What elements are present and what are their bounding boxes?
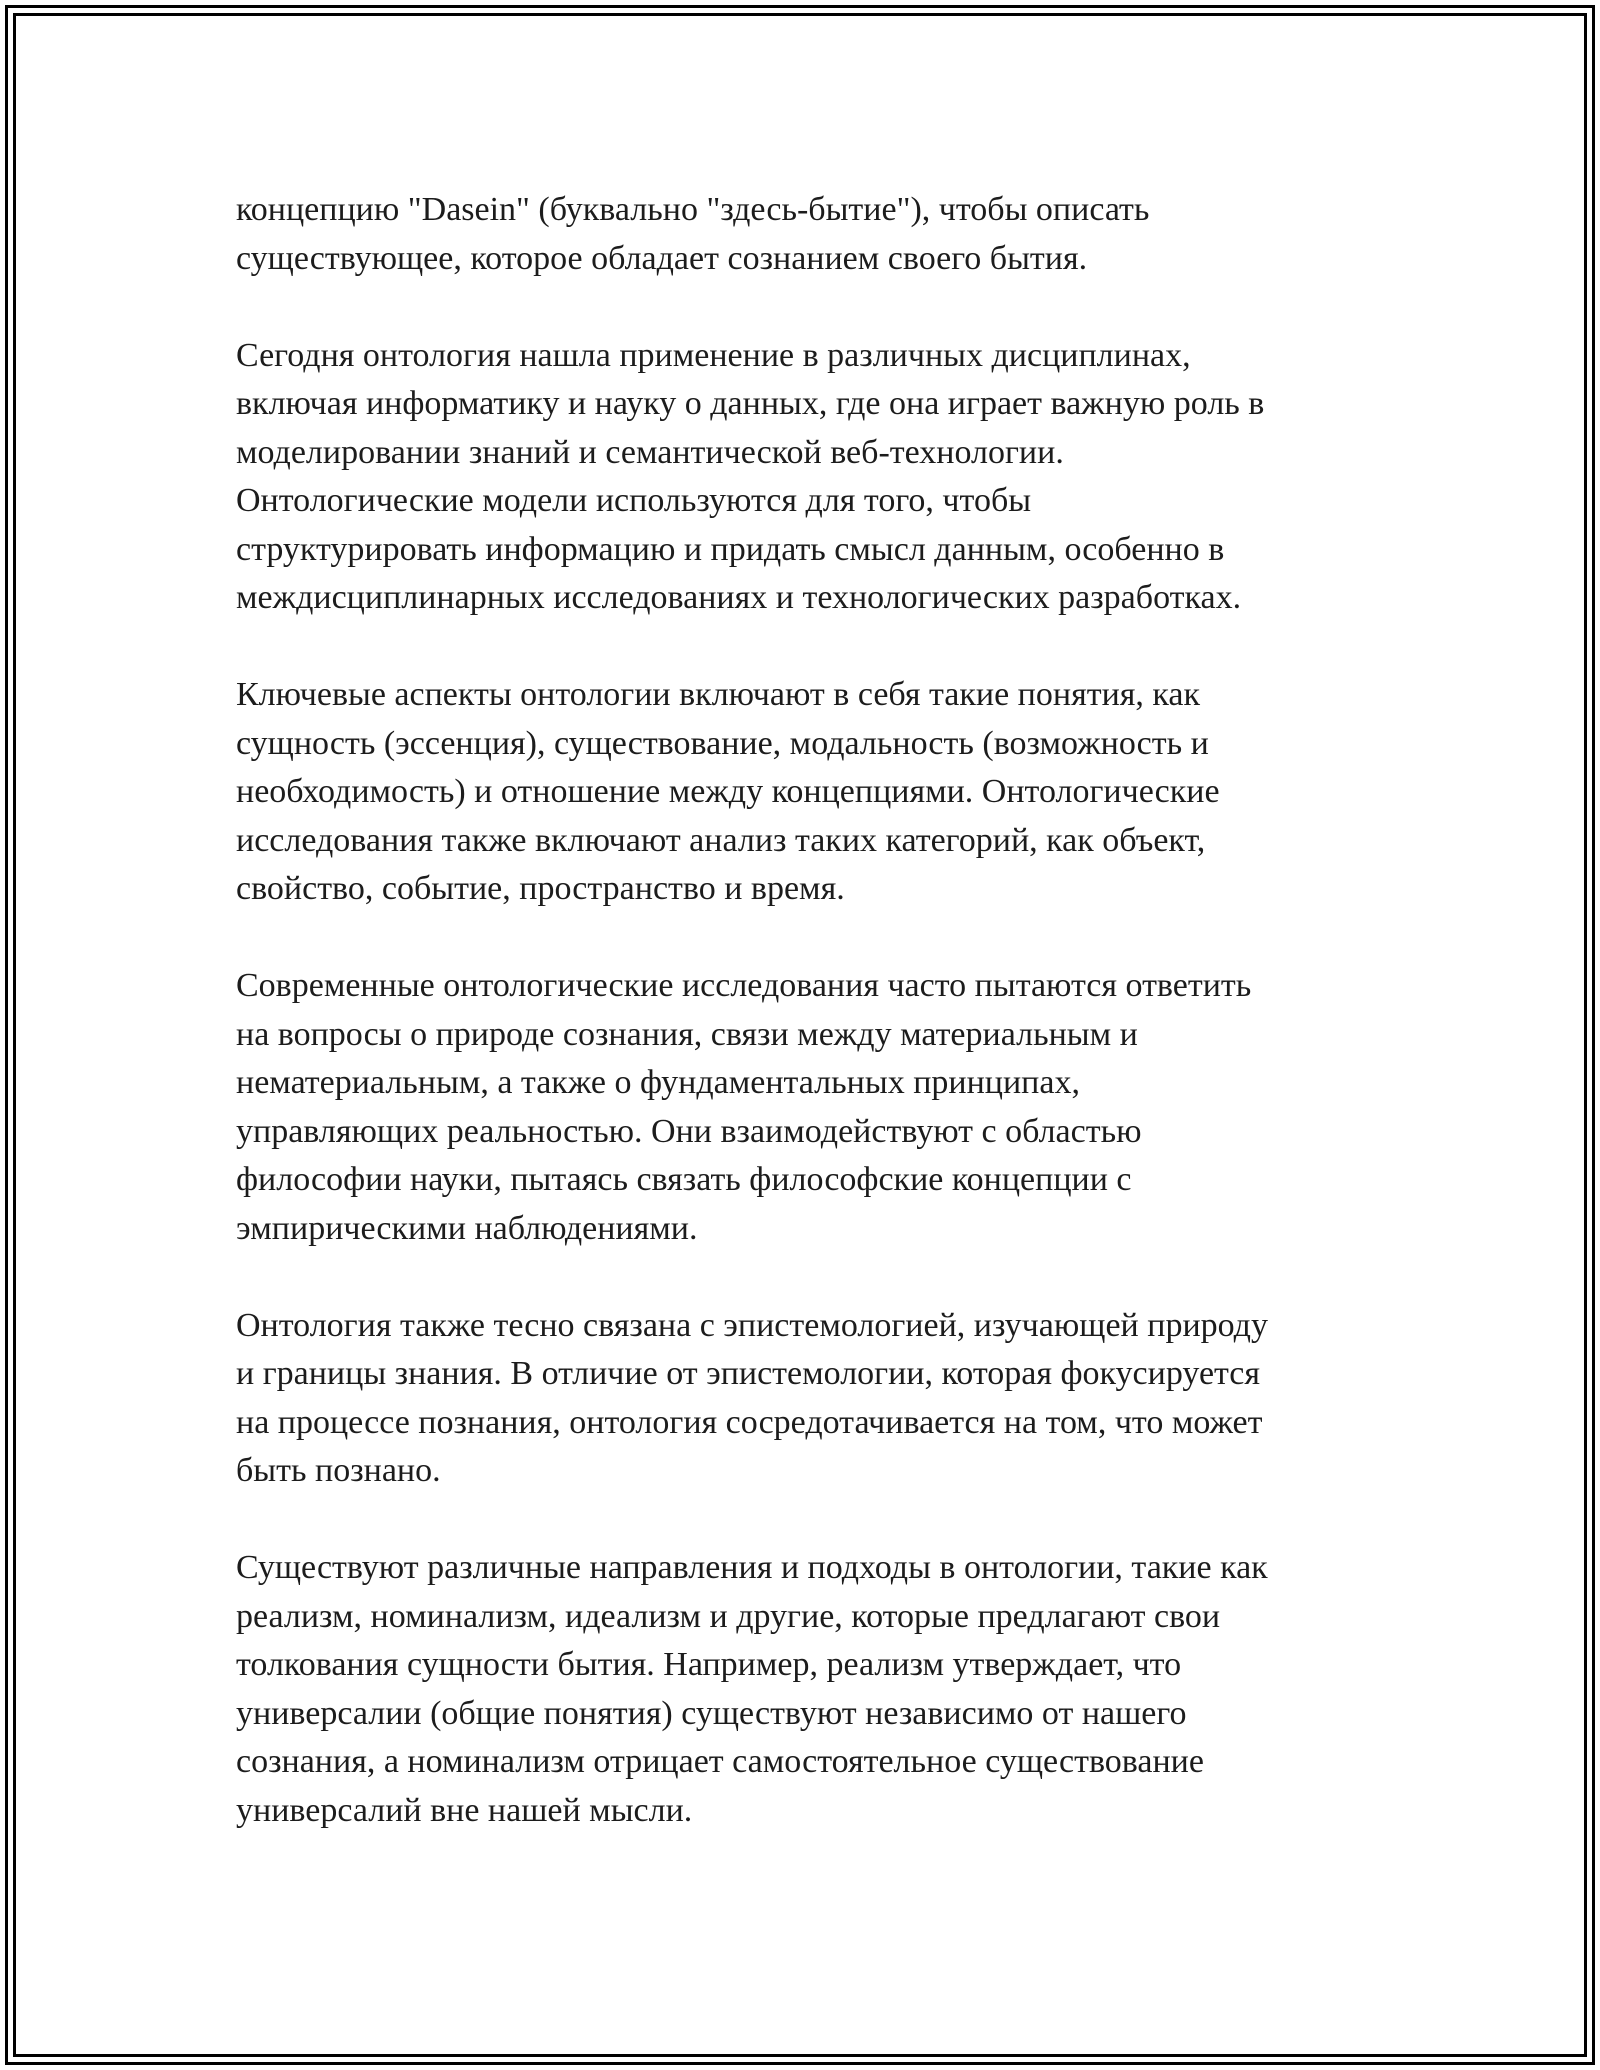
paragraph-epistemology: Онтология также тесно связана с эпистемологией, изучающей природу и границы знания. В отличие от эпистемологии, которая фокусируется на процессе познания, онтология сосредотачивается на том, что может быть познано. <box>236 1306 1268 1489</box>
paragraph-key-aspects: Ключевые аспекты онтологии включают в себя такие понятия, как сущность (эссенция), существование, модальность (возможность и необходимость) и отношение между концепциями. Онтологические исследования также включают анализ таких категорий, как объект, свойство, событие, пространство и время. <box>236 676 1220 907</box>
paragraph-applications: Сегодня онтология нашла применение в различных дисциплинах, включая информатику и науку о данных, где она играет важную роль в моделировании знаний и семантической веб-технологии. Онтологические модели используются для того, чтобы структурировать информацию и придать смысл данным, особенно в междисциплинарных исследованиях и технологических разработках. <box>236 336 1265 616</box>
paragraph-directions: Существуют различные направления и подходы в онтологии, такие как реализм, номинализм, идеализм и другие, которые предлагают свои толкования сущности бытия. Например, реализм утверждает, что универсалии (общие понятия) существуют независимо от нашего сознания, а номинализм отрицает самостоятельное существование универсалий вне нашей мысли. <box>236 1549 1268 1829</box>
paragraph-modern-research: Современные онтологические исследования часто пытаются ответить на вопросы о природе сознания, связи между материальным и нематериальным, а также о фундаментальных принципах, управляющих реальностью. Они взаимодействуют с областью философии науки, пытаясь связать философские концепции с эмпирическими наблюдениями. <box>236 967 1252 1247</box>
document-body <box>236 186 1376 1835</box>
paragraph-dasein: концепцию "Dasein" (буквально "здесь-бытие"), чтобы описать существующее, которое обладает сознанием своего бытия. <box>236 191 1150 277</box>
